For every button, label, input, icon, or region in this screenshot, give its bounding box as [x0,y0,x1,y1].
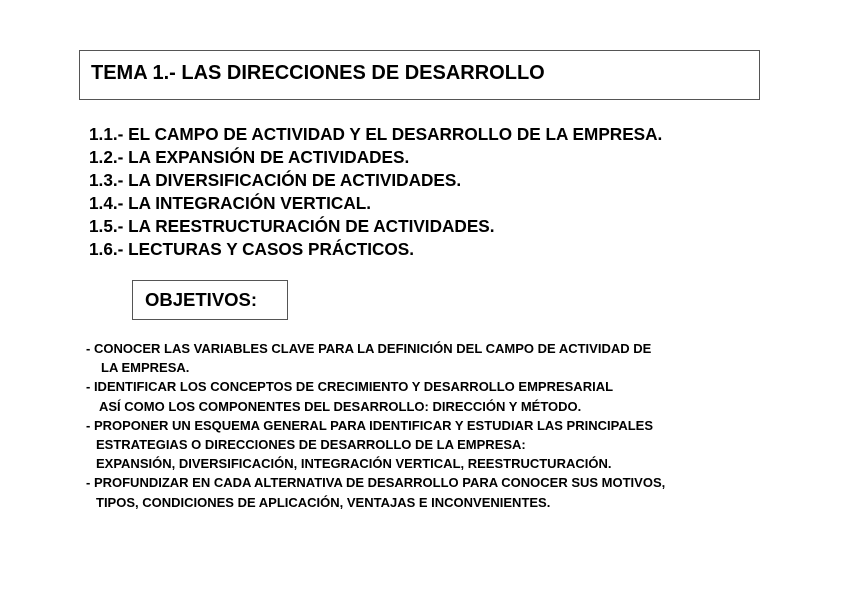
objectives-list [86,339,665,512]
toc-item: 1.3.- LA DIVERSIFICACIÓN DE ACTIVIDADES. [89,170,462,190]
objectives-heading-box [132,280,288,320]
objective-line: ASÍ COMO LOS COMPONENTES DEL DESARROLLO: DIRECCIÓN Y MÉTODO. [99,398,582,414]
toc-item: 1.2.- LA EXPANSIÓN DE ACTIVIDADES. [89,147,410,167]
toc-item: 1.6.- LECTURAS Y CASOS PRÁCTICOS. [89,239,415,259]
objective-item [86,473,665,511]
title-box [79,50,760,100]
objective-item [86,416,665,474]
objective-line: ESTRATEGIAS O DIRECCIONES DE DESARROLLO DE LA EMPRESA: [96,437,526,453]
toc-item: 1.5.- LA REESTRUCTURACIÓN DE ACTIVIDADES. [89,216,495,236]
toc-item: 1.4.- LA INTEGRACIÓN VERTICAL. [89,193,372,213]
objective-line: - IDENTIFICAR LOS CONCEPTOS DE CRECIMIENTO Y DESARROLLO EMPRESARIAL [86,379,614,395]
objective-line: - PROPONER UN ESQUEMA GENERAL PARA IDENTIFICAR Y ESTUDIAR LAS PRINCIPALES [86,417,653,433]
objective-line: TIPOS, CONDICIONES DE APLICACIÓN, VENTAJAS E INCONVENIENTES. [96,494,551,510]
objective-line: - CONOCER LAS VARIABLES CLAVE PARA LA DEFINICIÓN DEL CAMPO DE ACTIVIDAD DE [86,341,652,356]
toc-item: 1.1.- EL CAMPO DE ACTIVIDAD Y EL DESARROLLO DE LA EMPRESA. [89,124,663,144]
page-title: TEMA 1.- LAS DIRECCIONES DE DESARROLLO [91,62,545,84]
objectives-heading: OBJETIVOS: [145,289,258,310]
table-of-contents [89,123,662,261]
objective-line: EXPANSIÓN, DIVERSIFICACIÓN, INTEGRACIÓN VERTICAL, REESTRUCTURACIÓN. [96,456,612,472]
objective-item [86,339,665,377]
objective-line: LA EMPRESA. [101,360,190,376]
objective-line: - PROFUNDIZAR EN CADA ALTERNATIVA DE DESARROLLO PARA CONOCER SUS MOTIVOS, [86,475,666,491]
objective-item [86,377,665,415]
